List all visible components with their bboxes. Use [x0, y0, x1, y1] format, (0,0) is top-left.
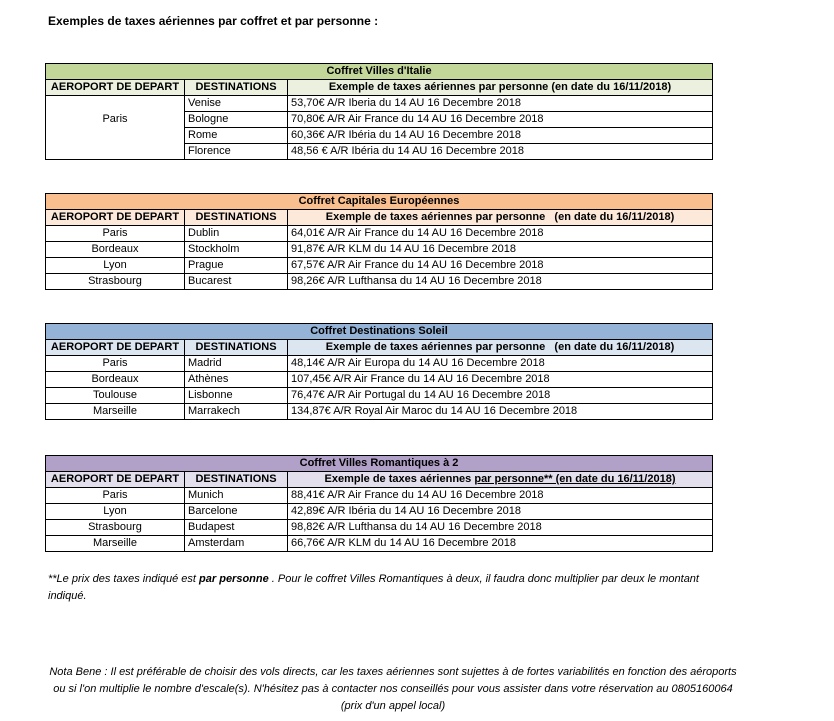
destination-cell: Marrakech [185, 404, 288, 420]
table-row [46, 536, 713, 552]
departure-cell: Lyon [46, 504, 185, 520]
table-row [46, 404, 713, 420]
tax-cell: 67,57€ A/R Air France du 14 AU 16 Decembre 2018 [288, 258, 713, 274]
destination-cell: Amsterdam [185, 536, 288, 552]
departure-cell: Marseille [46, 404, 185, 420]
table-row [46, 504, 713, 520]
tax-cell: 70,80€ A/R Air France du 14 AU 16 Decembre 2018 [288, 112, 713, 128]
table-row [46, 242, 713, 258]
header-destinations: DESTINATIONS [185, 80, 288, 96]
departure-cell: Bordeaux [46, 242, 185, 258]
destination-cell: Budapest [185, 520, 288, 536]
table-row [46, 96, 713, 112]
table-row [46, 112, 713, 128]
departure-cell: Bordeaux [46, 372, 185, 388]
departure-cell [46, 128, 185, 144]
table-capitales [45, 193, 713, 290]
header-destinations: DESTINATIONS [185, 340, 288, 356]
table-row [46, 128, 713, 144]
header-destinations: DESTINATIONS [185, 472, 288, 488]
header-departure: AEROPORT DE DEPART [46, 80, 185, 96]
nota-bene: Nota Bene : Il est préférable de choisir des vols directs, car les taxes aériennes sont sujettes à de fortes variabilités en fonction des aéroports ou si l'on multiplie le nombre d'escale(s). N'hésitez pas à contacter nos conseillés pour vous assister dans votre réservation au 0805160064 (prix d'un appel local) [49, 666, 737, 712]
departure-cell: Paris [46, 226, 185, 242]
header-taxes: Exemple de taxes aériennes par personne (en date du 16/11/2018) [288, 340, 713, 356]
table-soleil [45, 323, 713, 420]
departure-cell: Strasbourg [46, 520, 185, 536]
table-row [46, 388, 713, 404]
departure-cell: Strasbourg [46, 274, 185, 290]
tax-cell: 88,41€ A/R Air France du 14 AU 16 Decembre 2018 [288, 488, 713, 504]
destination-cell: Barcelone [185, 504, 288, 520]
table-row [46, 356, 713, 372]
footnote-prefix: **Le prix des taxes indiqué est [48, 573, 200, 585]
table-title: Coffret Destinations Soleil [46, 324, 713, 340]
header-departure: AEROPORT DE DEPART [46, 340, 185, 356]
table-italie [45, 63, 713, 160]
tax-cell: 53,70€ A/R Iberia du 14 AU 16 Decembre 2018 [288, 96, 713, 112]
destination-cell: Athènes [185, 372, 288, 388]
destination-cell: Florence [185, 144, 288, 160]
destination-cell: Rome [185, 128, 288, 144]
table-row [46, 258, 713, 274]
header-taxes: Exemple de taxes aériennes par personne (en date du 16/11/2018) [288, 210, 713, 226]
header-departure: AEROPORT DE DEPART [46, 472, 185, 488]
destination-cell: Bucarest [185, 274, 288, 290]
footnote [48, 571, 708, 605]
tax-cell: 98,26€ A/R Lufthansa du 14 AU 16 Decembre 2018 [288, 274, 713, 290]
table-title: Coffret Capitales Européennes [46, 194, 713, 210]
tax-cell: 42,89€ A/R Ibéria du 14 AU 16 Decembre 2018 [288, 504, 713, 520]
table-row [46, 226, 713, 242]
destination-cell: Prague [185, 258, 288, 274]
departure-cell: Paris [46, 488, 185, 504]
footnote-bold: par personne [199, 573, 269, 585]
tax-cell: 98,82€ A/R Lufthansa du 14 AU 16 Decembre 2018 [288, 520, 713, 536]
table-row [46, 520, 713, 536]
destination-cell: Bologne [185, 112, 288, 128]
tax-cell: 60,36€ A/R Ibéria du 14 AU 16 Decembre 2018 [288, 128, 713, 144]
destination-cell: Venise [185, 96, 288, 112]
table-romantiques [45, 455, 713, 552]
destination-cell: Munich [185, 488, 288, 504]
table-row [46, 488, 713, 504]
destination-cell: Lisbonne [185, 388, 288, 404]
departure-cell: Toulouse [46, 388, 185, 404]
tax-cell: 134,87€ A/R Royal Air Maroc du 14 AU 16 Decembre 2018 [288, 404, 713, 420]
tax-cell: 48,14€ A/R Air Europa du 14 AU 16 Decembre 2018 [288, 356, 713, 372]
table-title: Coffret Villes Romantiques à 2 [46, 456, 713, 472]
departure-cell: Paris [46, 112, 185, 128]
tax-cell: 66,76€ A/R KLM du 14 AU 16 Decembre 2018 [288, 536, 713, 552]
header-taxes [288, 472, 713, 488]
destination-cell: Madrid [185, 356, 288, 372]
header-destinations: DESTINATIONS [185, 210, 288, 226]
departure-cell: Marseille [46, 536, 185, 552]
destination-cell: Stockholm [185, 242, 288, 258]
table-row [46, 144, 713, 160]
header-taxes-prefix: Exemple de taxes aériennes [324, 473, 475, 485]
destination-cell: Dublin [185, 226, 288, 242]
tax-cell: 48,56 € A/R Ibéria du 14 AU 16 Decembre 2018 [288, 144, 713, 160]
header-taxes-underlined: par personne** (en date du 16/11/2018) [474, 473, 676, 485]
tax-cell: 64,01€ A/R Air France du 14 AU 16 Decembre 2018 [288, 226, 713, 242]
tax-cell: 107,45€ A/R Air France du 14 AU 16 Decembre 2018 [288, 372, 713, 388]
departure-cell [46, 144, 185, 160]
departure-cell: Lyon [46, 258, 185, 274]
header-taxes: Exemple de taxes aériennes par personne (en date du 16/11/2018) [288, 80, 713, 96]
departure-cell [46, 96, 185, 112]
table-row [46, 372, 713, 388]
table-row [46, 274, 713, 290]
page-title: Exemples de taxes aériennes par coffret et par personne : [48, 14, 379, 28]
table-title: Coffret Villes d'Italie [46, 64, 713, 80]
tax-cell: 91,87€ A/R KLM du 14 AU 16 Decembre 2018 [288, 242, 713, 258]
tax-cell: 76,47€ A/R Air Portugal du 14 AU 16 Decembre 2018 [288, 388, 713, 404]
departure-cell: Paris [46, 356, 185, 372]
footnote-suffix: . Pour le coffret Villes Romantiques à deux, il faudra donc multiplier par deux le montant indiqué. [48, 573, 699, 602]
header-departure: AEROPORT DE DEPART [46, 210, 185, 226]
